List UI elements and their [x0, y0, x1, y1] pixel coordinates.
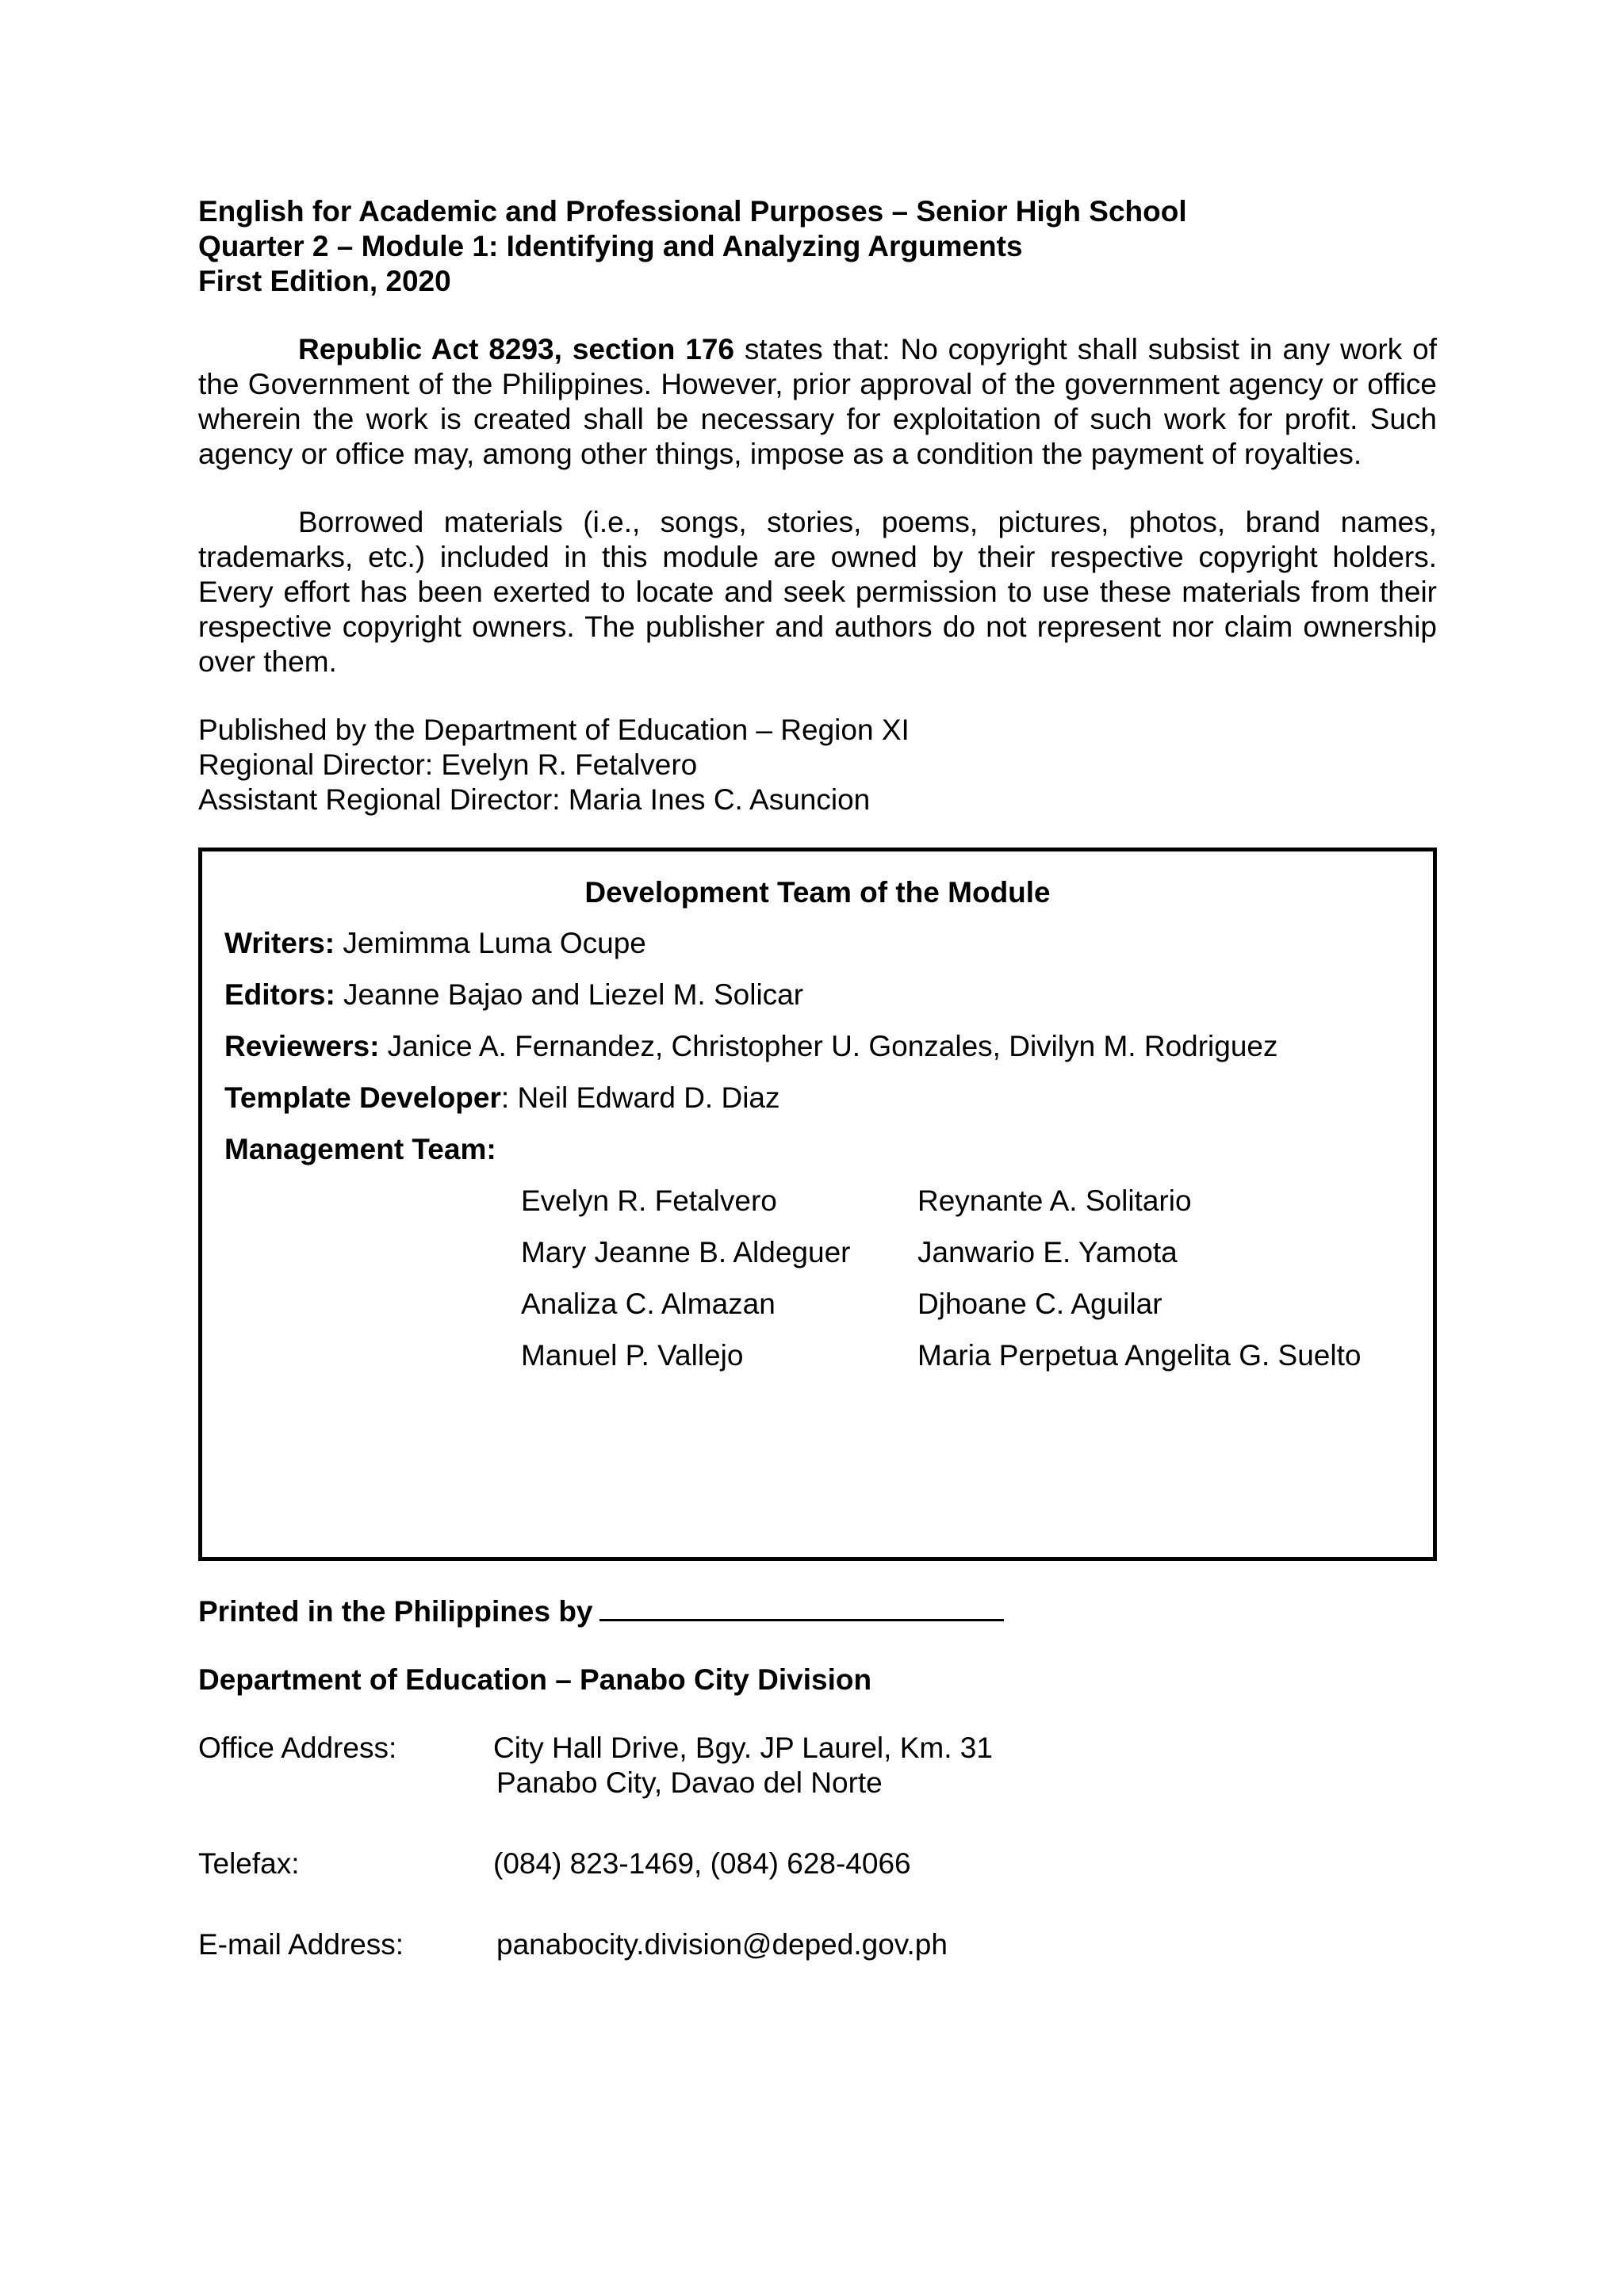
template-developer-row [224, 1081, 1411, 1115]
module-title-line1: English for Academic and Professional Purposes – Senior High School [198, 195, 1187, 228]
editors-row [224, 978, 1411, 1012]
reviewers-label: Reviewers: [224, 1030, 380, 1062]
publisher-block [198, 713, 1437, 817]
printed-by-line [198, 1594, 1437, 1629]
office-address-row [198, 1731, 1437, 1800]
telefax-value: (084) 823-1469, (084) 628-4066 [493, 1847, 911, 1880]
management-team-row [224, 1132, 1411, 1167]
regional-director: Regional Director: Evelyn R. Fetalvero [198, 748, 698, 781]
reviewers-row [224, 1029, 1411, 1064]
borrowed-materials-paragraph [198, 505, 1437, 679]
management-member: Evelyn R. Fetalvero [521, 1184, 777, 1217]
writers-label: Writers: [224, 927, 335, 959]
template-developer-value: : Neil Edward D. Diaz [500, 1081, 780, 1114]
management-member: Reynante A. Solitario [917, 1184, 1192, 1217]
module-title-line2: Quarter 2 – Module 1: Identifying and Analyzing Arguments [198, 230, 1023, 262]
copyright-paragraph [198, 332, 1437, 472]
telefax-row [198, 1846, 1437, 1881]
management-member: Mary Jeanne B. Aldeguer [521, 1236, 851, 1269]
office-address-label: Office Address: [198, 1732, 397, 1764]
publisher-line: Published by the Department of Education – Region XI [198, 714, 910, 746]
contact-block [198, 1731, 1437, 1962]
template-developer-label: Template Developer [224, 1081, 501, 1114]
development-team-box [198, 848, 1437, 1561]
office-address-line2: Panabo City, Davao del Norte [496, 1766, 883, 1799]
editors-value: Jeanne Bajao and Liezel M. Solicar [335, 978, 804, 1011]
division-name: Department of Education – Panabo City Division [198, 1663, 872, 1696]
team-title: Development Team of the Module [584, 876, 1051, 909]
borrowed-materials-text: Borrowed materials (i.e., songs, stories, poems, pictures, photos, brand names, trademarks, etc.) included in this module are owned by their respective copyright holders. Every effort has been exerted to locate and seek permission to use these materials from their respective copyright owners. The publisher and authors do not represent nor claim ownership over them. [198, 506, 1437, 678]
module-edition: First Edition, 2020 [198, 265, 451, 297]
copyright-law-reference: Republic Act 8293, section 176 [298, 333, 735, 365]
telefax-label: Telefax: [198, 1847, 300, 1880]
printer-blank-line [599, 1595, 1004, 1621]
email-row [198, 1927, 1437, 1962]
reviewers-value: Janice A. Fernandez, Christopher U. Gonzales, Divilyn M. Rodriguez [379, 1030, 1278, 1062]
management-member: Janwario E. Yamota [917, 1236, 1178, 1269]
management-member: Maria Perpetua Angelita G. Suelto [917, 1339, 1362, 1372]
copyright-page [198, 194, 1437, 2008]
management-team-label: Management Team: [224, 1133, 496, 1165]
writers-row [224, 926, 1411, 961]
printed-by-label: Printed in the Philippines by [198, 1595, 593, 1628]
management-member: Analiza C. Almazan [521, 1288, 776, 1320]
copyright-statement: states that: No copyright shall subsist in any work of the Government of the Philippines. However, prior approval of the government agency or office wherein the work is created shall be necessary for exploitation of such work for profit. Such agency or office may, among other things, impose as a condition the payment of royalties. [198, 333, 1437, 470]
assistant-regional-director: Assistant Regional Director: Maria Ines C. Asuncion [198, 783, 871, 816]
email-label: E-mail Address: [198, 1928, 404, 1961]
writers-value: Jemimma Luma Ocupe [335, 927, 646, 959]
management-team-list [521, 1184, 1411, 1373]
email-value: panabocity.division@deped.gov.ph [496, 1928, 948, 1961]
module-title-block [198, 194, 1437, 299]
management-member: Djhoane C. Aguilar [917, 1288, 1162, 1320]
management-member: Manuel P. Vallejo [521, 1339, 744, 1372]
editors-label: Editors: [224, 978, 335, 1011]
office-address-value [493, 1731, 1437, 1800]
office-address-line1: City Hall Drive, Bgy. JP Laurel, Km. 31 [493, 1732, 993, 1764]
